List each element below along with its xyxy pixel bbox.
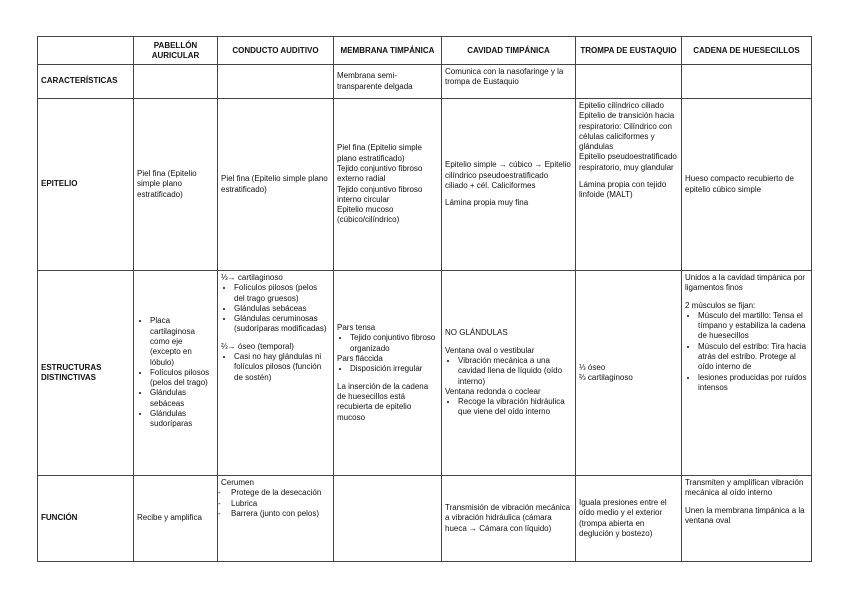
cell-estructuras-pabellon	[134, 271, 218, 476]
cavidad-redonda-list	[445, 397, 572, 418]
cadena-intro: Unidos a la cavidad timpánica por ligamentos finos	[685, 273, 806, 293]
membrana-flaccida: Pars fláccida	[337, 354, 383, 364]
membrana-note: La inserción de la cadena de huesecillos está recubierta de epitelio mucoso	[337, 381, 429, 422]
list-item: • Músculo del martillo: Tensa el tímpano y estabiliza la cadena de huesecillos	[698, 311, 808, 342]
cell-funcion-conducto	[218, 476, 334, 562]
row-label-epitelio: EPITELIO	[38, 99, 134, 271]
list-item: • Placa cartilaginosa como eje (excepto en lóbulo)	[150, 316, 214, 367]
estructuras-pabellon-list	[137, 316, 214, 429]
cell-epitelio-cavidad	[442, 99, 576, 271]
header-corner	[38, 37, 134, 65]
list-item: • Vibración mecánica a una cavidad llena de líquido (oído interno)	[458, 356, 572, 387]
list-item: • Folículos pilosos (pelos del trago)	[150, 368, 214, 389]
row-epitelio	[38, 99, 812, 271]
epitelio-membrana-line: Epitelio mucoso (cúbico/cilíndrico)	[337, 205, 400, 225]
conducto-first-head: ⅓→ cartilaginoso	[221, 273, 283, 282]
list-item: - Barrera (junto con pelos)	[231, 509, 330, 519]
list-item: • Tejido conjuntivo fibroso organizado	[350, 333, 438, 354]
epitelio-trompa-line: Epitelio cilíndrico ciliado	[579, 101, 664, 110]
list-item: • Glándulas sudoríparas	[150, 409, 214, 430]
membrana-tensa-list	[337, 333, 438, 354]
row-funcion	[38, 476, 812, 562]
cell-caracteristicas-conducto	[218, 65, 334, 99]
funcion-cadena-b: Unen la membrana timpánica a la ventana oval	[685, 505, 805, 525]
cell-funcion-pabellon: Recibe y amplifica	[134, 476, 218, 562]
cavidad-no-glandulas: NO GLÁNDULAS	[445, 328, 508, 338]
cell-funcion-membrana	[334, 476, 442, 562]
list-item: • Disposición irregular	[350, 364, 438, 374]
list-item: • Glándulas sebáceas	[150, 388, 214, 409]
cell-caracteristicas-pabellon	[134, 65, 218, 99]
funcion-conducto-head: Cerumen	[221, 478, 254, 487]
cell-epitelio-conducto: Piel fina (Epitelio simple plano estratificado)	[218, 99, 334, 271]
cell-epitelio-cadena: Hueso compacto recubierto de epitelio cúbico simple	[682, 99, 812, 271]
anatomy-table	[37, 36, 812, 562]
header-conducto: CONDUCTO AUDITIVO	[218, 37, 334, 65]
cadena-musculos: 2 músculos se fijan:	[685, 300, 756, 310]
cell-caracteristicas-membrana: Membrana semi-transparente delgada	[334, 65, 442, 99]
conducto-second-head: ⅔→ óseo (temporal)	[221, 341, 294, 351]
list-item: • Casi no hay glándulas ni folículos pilosos (función de sostén)	[234, 352, 330, 383]
cavidad-redonda: Ventana redonda o coclear	[445, 386, 541, 396]
list-item: - Lubrica	[231, 499, 330, 509]
conducto-first-list	[221, 283, 330, 334]
cell-estructuras-trompa	[576, 271, 682, 476]
cell-funcion-cavidad: Transmisión de vibración mecánica a vibración hidráulica (cámara hueca → Cámara con líquido)	[442, 476, 576, 562]
cell-estructuras-cadena	[682, 271, 812, 476]
cell-estructuras-conducto	[218, 271, 334, 476]
list-item: • Glándulas sebáceas	[234, 304, 330, 314]
epitelio-cavidad-text: Epitelio simple → cúbico → Epitelio cilíndrico pseudoestratificado ciliado + cél. Caliciformes	[445, 160, 571, 190]
cell-caracteristicas-cavidad: Comunica con la nasofaringe y la trompa de Eustaquio	[442, 65, 576, 99]
header-membrana: MEMBRANA TIMPÁNICA	[334, 37, 442, 65]
membrana-tensa: Pars tensa	[337, 323, 376, 333]
epitelio-trompa-line: Epitelio de transición hacia respiratorio: Cilíndrico con células caliciformes y glándulas	[579, 111, 675, 152]
cell-estructuras-cavidad	[442, 271, 576, 476]
epitelio-membrana-line: Tejido conjuntivo fibroso externo radial	[337, 163, 423, 184]
header-trompa: TROMPA DE EUSTAQUIO	[576, 37, 682, 65]
list-item: • Recoge la vibración hidráulica que viene del oído interno	[458, 397, 572, 418]
cell-funcion-trompa: Iguala presiones entre el oído medio y el exterior (trompa abierta en deglución y bostezo)	[576, 476, 682, 562]
cell-epitelio-membrana	[334, 99, 442, 271]
funcion-conducto-list	[221, 488, 330, 519]
cell-funcion-cadena	[682, 476, 812, 562]
epitelio-membrana-line: Tejido conjuntivo fibroso interno circular	[337, 184, 423, 204]
list-item: • Folículos pilosos (pelos del trago gruesos)	[234, 283, 330, 304]
cadena-list	[685, 311, 808, 393]
cavidad-oval: Ventana oval o vestibular	[445, 345, 535, 355]
cavidad-oval-list	[445, 356, 572, 387]
row-label-estructuras: ESTRUCTURAS DISTINCTIVAS	[38, 271, 134, 476]
header-cadena: CADENA DE HUESECILLOS	[682, 37, 812, 65]
epitelio-cavidad-lamina: Lámina propia muy fina	[445, 198, 529, 208]
membrana-flaccida-list	[337, 364, 438, 374]
epitelio-membrana-line: Piel fina (Epitelio simple plano estratificado)	[337, 143, 422, 163]
cell-estructuras-membrana	[334, 271, 442, 476]
list-item: - Protege de la desecación	[231, 488, 330, 498]
list-item: • Glándulas ceruminosas (sudoríparas modificadas)	[234, 314, 330, 335]
epitelio-trompa-lamina: Lámina propia con tejido linfoide (MALT)	[579, 180, 667, 200]
trompa-line: ⅔ cartilaginoso	[579, 373, 633, 382]
cell-epitelio-trompa	[576, 99, 682, 271]
header-cavidad: CAVIDAD TIMPÁNICA	[442, 37, 576, 65]
cell-caracteristicas-cadena	[682, 65, 812, 99]
trompa-line: ⅓ óseo	[579, 362, 606, 372]
funcion-cadena-a: Transmiten y amplifican vibración mecánica al oído interno	[685, 478, 804, 498]
conducto-second-list	[221, 352, 330, 383]
list-item: • lesiones producidas por ruidos intensos	[698, 373, 808, 394]
list-item: • Músculo del estribo: Tira hacia atrás del estribo. Protege al oído interno de	[698, 342, 808, 373]
epitelio-trompa-line: Epitelio pseudoestratificado respiratorio, muy glandular	[579, 152, 677, 172]
row-estructuras	[38, 271, 812, 476]
cell-caracteristicas-trompa	[576, 65, 682, 99]
cell-epitelio-pabellon: Piel fina (Epitelio simple plano estratificado)	[134, 99, 218, 271]
row-label-funcion: FUNCIÓN	[38, 476, 134, 562]
row-label-caracteristicas: CARACTERÍSTICAS	[38, 65, 134, 99]
row-caracteristicas	[38, 65, 812, 99]
header-pabellon: PABELLÓN AURICULAR	[134, 37, 218, 65]
header-row	[38, 37, 812, 65]
